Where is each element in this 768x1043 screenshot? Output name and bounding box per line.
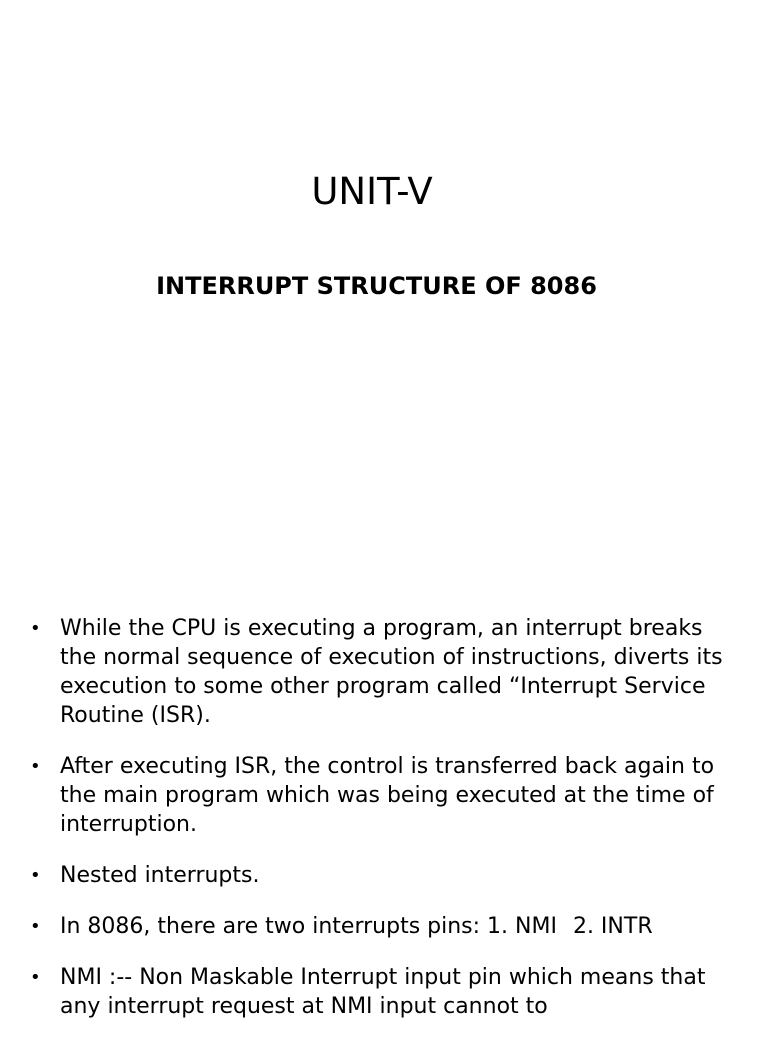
- bullet-item: [30, 752, 740, 839]
- bullet-marker: •: [30, 916, 41, 937]
- bullet-item: [30, 614, 740, 730]
- bullet-item: [30, 963, 740, 1021]
- slide-title: UNIT-V: [311, 170, 433, 213]
- bullet-text: While the CPU is executing a program, an interrupt breaks the normal sequence of execution of instructions, diverts its execution to some other program called “Interrupt Service Routine (ISR).: [60, 616, 723, 728]
- bullet-item: [30, 912, 740, 941]
- bullet-text: Nested interrupts.: [60, 863, 260, 888]
- bullet-marker: •: [30, 967, 41, 988]
- bullet-marker: •: [30, 865, 41, 886]
- bullet-text: After executing ISR, the control is transferred back again to the main program which was being executed at the time of interruption.: [60, 754, 715, 837]
- bullet-marker: •: [30, 756, 41, 777]
- bullet-text-prefix: In 8086, there are two interrupts pins: 1. NMI: [60, 914, 557, 939]
- bullet-marker: •: [30, 618, 41, 639]
- slide-subtitle: INTERRUPT STRUCTURE OF 8086: [156, 272, 597, 300]
- bullet-item: [30, 861, 740, 890]
- bullet-list: [30, 614, 740, 1043]
- bullet-text-suffix: 2. INTR: [572, 914, 653, 939]
- bullet-text: NMI :-- Non Maskable Interrupt input pin which means that any interrupt request at NMI input cannot to: [60, 965, 706, 1019]
